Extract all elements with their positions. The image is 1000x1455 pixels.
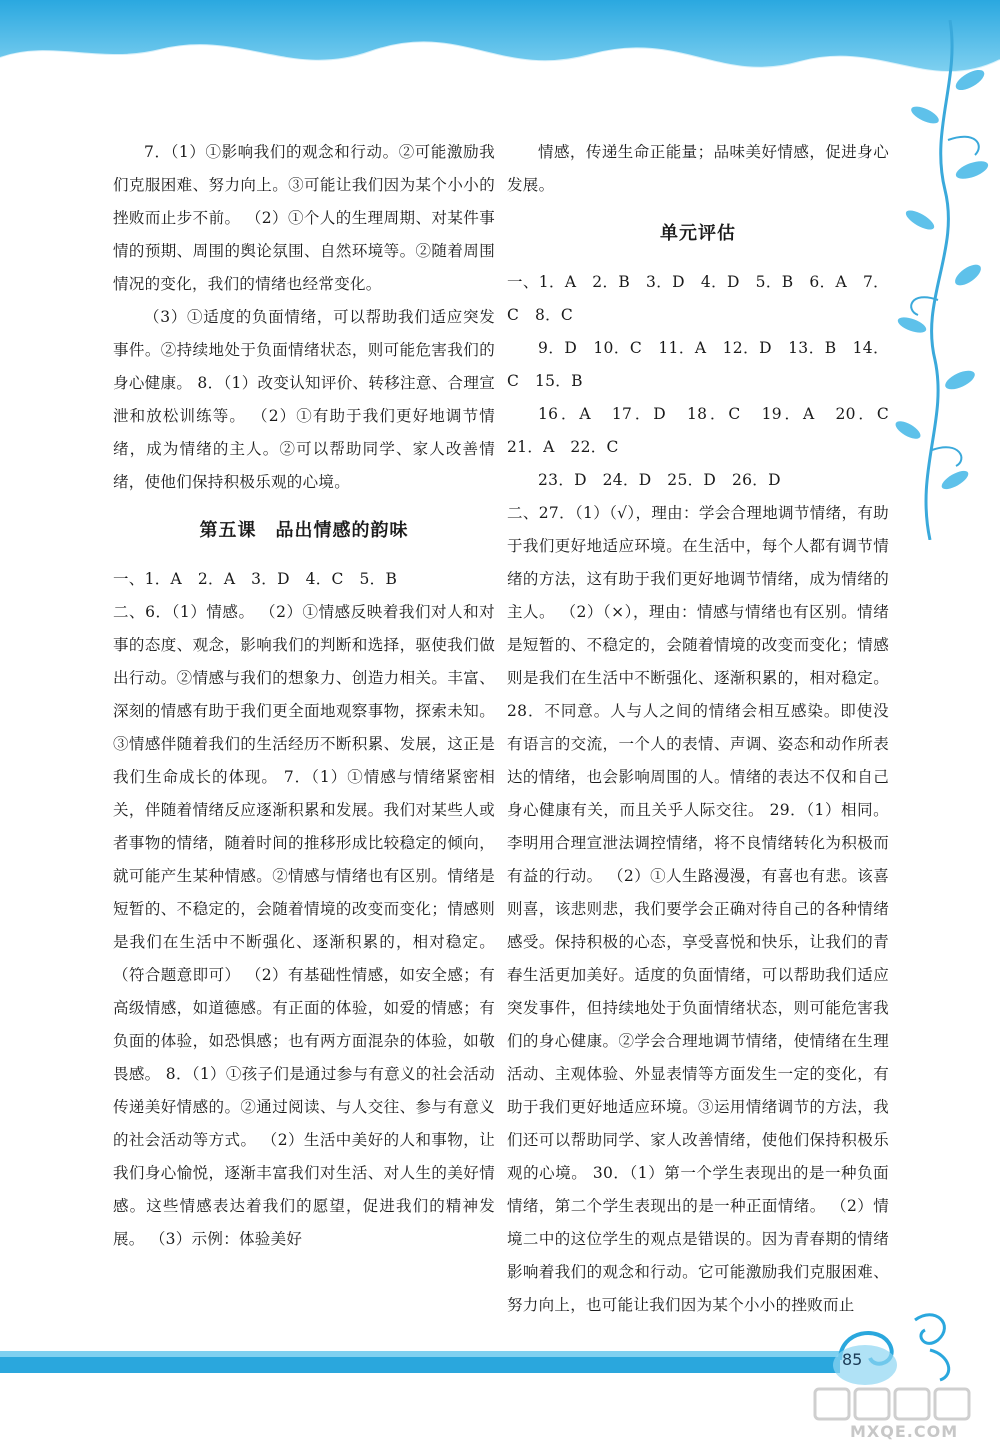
answer-paragraph: 二、6．（1）情感。 （2）①情感反映着我们对人和对事的态度、观念，影响我们的判断和选择，驱使我们做出行动。②情感与我们的想象力、创造力相关。丰富、深刻的情感有助于我们更全面地观察事物，探索未知。③情感伴随着我们的生活经历不断积累、发展，这正是我们生命成长的体现。 7．（1）①情感与情绪紧密相关，伴随着情绪反应逐渐积累和发展。我们对某些人或者事物的情绪，随着时间的推移形成比较稳定的倾向，就可能产生某种情感。②情感与情绪也有区别。情绪是短暂的、不稳定的，会随着情境的改变而变化；情感则是我们在生活中不断强化、逐渐积累的，相对稳定。（符合题意即可） （2）有基础性情感，如安全感；有高级情感，如道德感。有正面的体验，如爱的情感；有负面的体验，如恐惧感；也有两方面混杂的体验，如敬畏感。 8．（1）①孩子们是通过参与有意义的社会活动传递美好情感的。②通过阅读、与人交往、参与有意义的社会活动等方式。 （2）生活中美好的人和事物，让我们身心愉悦，逐渐丰富我们对生活、对人生的美好情感。这些情感表达着我们的愿望，促进我们的精神发展。 （3）示例：体验美好 — [113, 603, 495, 1248]
right-column — [507, 136, 905, 1322]
top-wave-banner — [0, 0, 1000, 110]
answer-paragraph: （3）①适度的负面情绪，可以帮助我们适应突发事件。②持续地处于负面情绪状态，则可能危害我们的身心健康。 8．（1）改变认知评价、转移注意、合理宣泄和放松训练等。 （2）①有助于我们更好地调节情绪，成为情绪的主人。②可以帮助同学、家人改善情绪，使他们保持积极乐观的心境。 — [113, 308, 495, 491]
answer-paragraph: 7．（1）①影响我们的观念和行动。②可能激励我们克服困难、努力向上。③可能让我们因为某个小小的挫败而止步不前。 （2）①个人的生理周期、对某件事情的预期、周围的舆论氛围、自然环境等。②随着周围情况的变化，我们的情绪也经常变化。 — [113, 143, 495, 293]
watermark-text: MXQE.COM — [850, 1422, 959, 1441]
answer-paragraph: 情感，传递生命正能量；品味美好情感，促进身心发展。 — [507, 143, 889, 194]
page-number: 85 — [842, 1350, 863, 1369]
section-title: 第五课 品出情感的韵味 — [199, 520, 409, 541]
mc-answer-line: 一、1．A 2．B 3．D 4．D 5．B 6．A 7．C 8．C — [507, 273, 889, 324]
answer-paragraph: 一、1．A 2．A 3．D 4．C 5．B — [113, 570, 398, 588]
answer-paragraph: 二、27．（1）（√），理由：学会合理地调节情绪，有助于我们更好地适应环境。在生活中，每个人都有调节情绪的方法，这有助于我们更好地调节情绪，成为情绪的主人。 （2）（×），理由：情感与情绪也有区别。情绪是短暂的、不稳定的，会随着情境的改变而变化；情感则是我们在生活中不断强化、逐渐积累的，相对稳定。 28．不同意。人与人之间的情绪会相互感染。即使没有语言的交流，一个人的表情、声调、姿态和动作所表达的情绪，也会影响周围的人。情绪的表达不仅和自己身心健康有关，而且关乎人际交往。 29．（1）相同。李明用合理宣泄法调控情绪，将不良情绪转化为积极而有益的行动。 （2）①人生路漫漫，有喜也有悲。该喜则喜，该悲则悲，我们要学会正确对待自己的各种情绪感受。保持积极的心态，享受喜悦和快乐，让我们的青春生活更加美好。适度的负面情绪，可以帮助我们适应突发事件，但持续地处于负面情绪状态，则可能危害我们的身心健康。②学会合理地调节情绪，使情绪在生理活动、主观体验、外显表情等方面发生一定的变化，有助于我们更好地适应环境。③运用情绪调节的方法，我们还可以帮助同学、家人改善情绪，使他们保持积极乐观的心境。 30．（1）第一个学生表现出的是一种负面情绪，第二个学生表现出的是一种正面情绪。 （2）情境二中的这位学生的观点是错误的。因为青春期的情绪影响着我们的观念和行动。它可能激励我们克服困难、努力向上，也可能让我们因为某个小小的挫败而止 — [507, 504, 889, 1314]
mc-answer-line: 16．A 17．D 18．C 19．A 20．C 21．A 22．C — [507, 405, 905, 456]
section-title: 单元评估 — [660, 223, 736, 244]
swirl-ornament-icon — [820, 1300, 960, 1390]
mc-answer-line: 9．D 10．C 11．A 12．D 13．B 14．C 15．B — [507, 339, 889, 390]
left-column — [113, 136, 495, 1256]
vine-decoration — [890, 20, 1000, 540]
mc-answer-line: 23．D 24．D 25．D 26．D — [538, 471, 781, 489]
